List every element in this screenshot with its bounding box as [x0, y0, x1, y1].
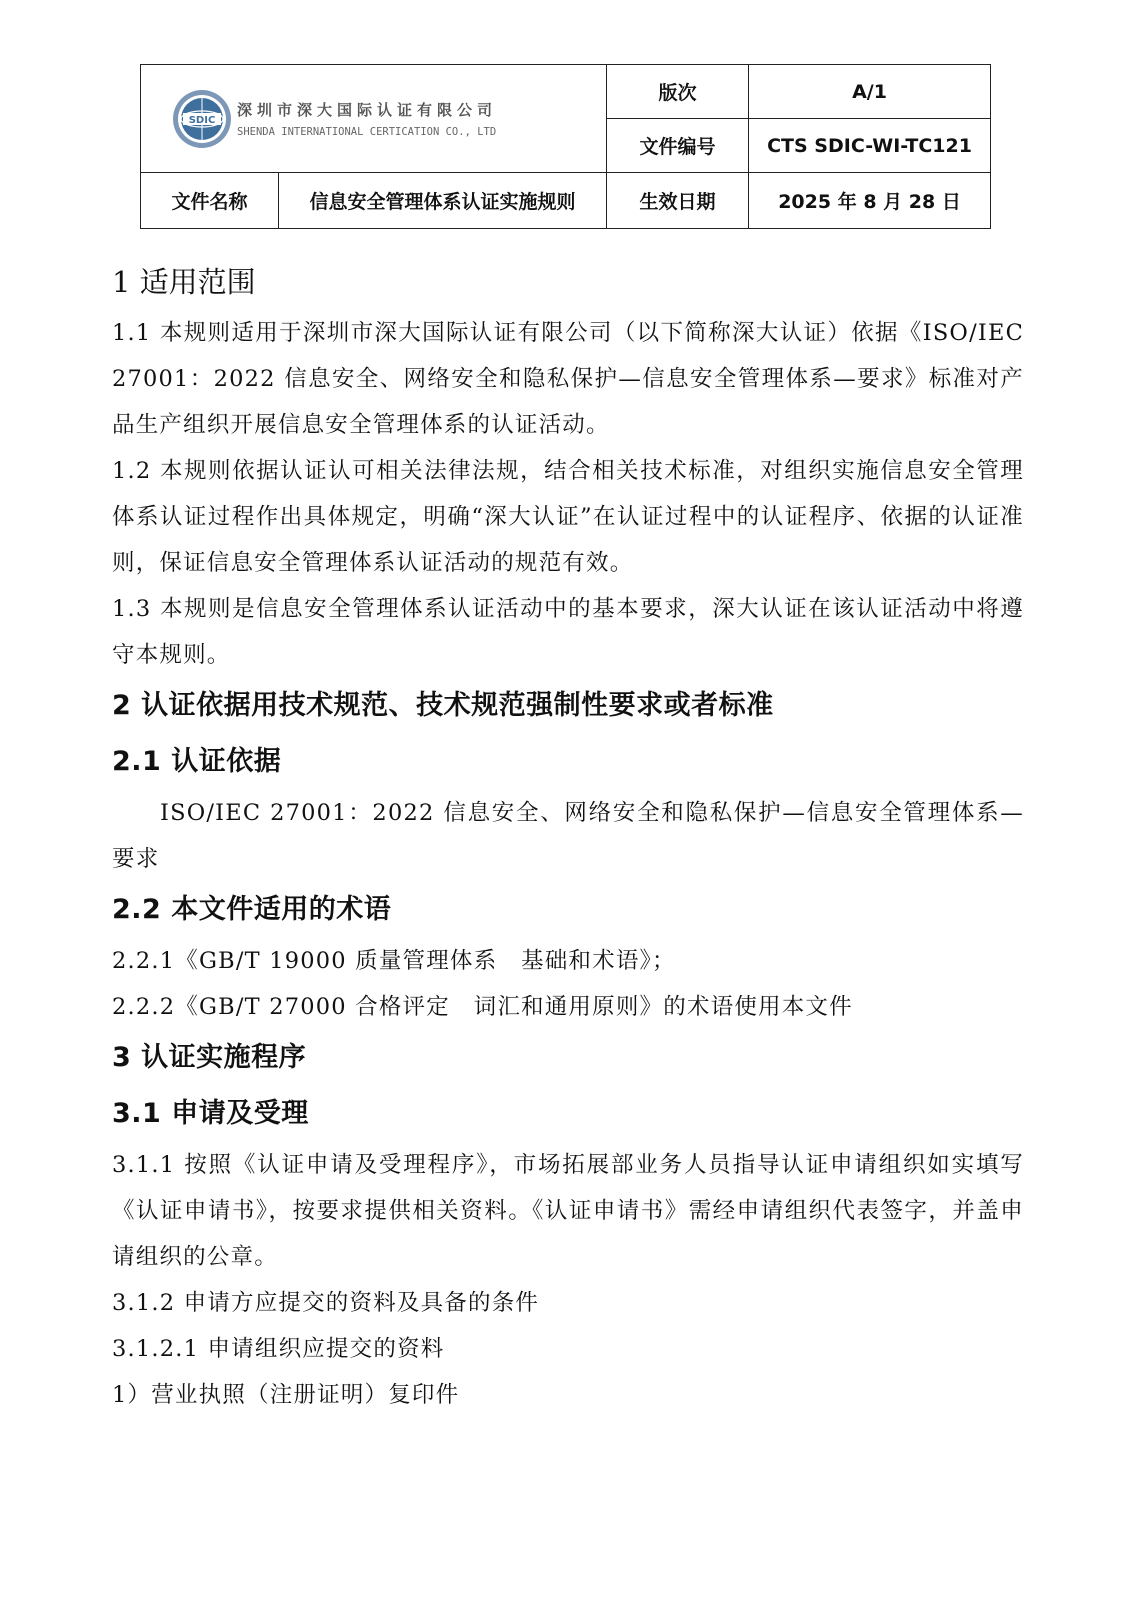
company-name-en: SHENDA INTERNATIONAL CERTICATION CO., LTD	[237, 126, 497, 138]
section-3-1-title: 3.1 申请及受理	[112, 1098, 309, 1129]
effective-date-value: 2025 年 8 月 28 日	[749, 173, 991, 229]
paragraph-1-3: 1.3 本规则是信息安全管理体系认证活动中的基本要求，深大认证在该认证活动中将遵守本规则。	[112, 596, 1024, 668]
section-2-2-title: 2.2 本文件适用的术语	[112, 894, 392, 925]
paragraph-1-2: 1.2 本规则依据认证认可相关法律法规，结合相关技术标准，对组织实施信息安全管理体系认证过程作出具体规定，明确“深大认证”在认证过程中的认证程序、依据的认证准则，保证信息安全管理体系认证活动的规范有效。	[112, 458, 1024, 576]
section-2-1-title: 2.1 认证依据	[112, 746, 282, 777]
file-name-label: 文件名称	[141, 173, 279, 229]
effective-date-label: 生效日期	[607, 173, 749, 229]
version-value: A/1	[749, 65, 991, 119]
logo-mark-text: SDIC	[188, 114, 216, 126]
paragraph-2-1: ISO/IEC 27001：2022 信息安全、网络安全和隐私保护—信息安全管理体系—要求	[112, 800, 1024, 872]
section-1-title: 1 适用范围	[112, 265, 256, 299]
document-body	[112, 254, 1024, 1418]
paragraph-2-2-1: 2.2.1《GB/T 19000 质量管理体系 基础和术语》；	[112, 948, 676, 974]
section-3-title: 3 认证实施程序	[112, 1042, 307, 1073]
document-header-table	[140, 64, 991, 229]
company-name-cn: 深圳市深大国际认证有限公司	[237, 101, 498, 119]
document-number-value: CTS SDIC-WI-TC121	[749, 119, 991, 173]
section-2-title: 2 认证依据用技术规范、技术规范强制性要求或者标准	[112, 690, 774, 721]
version-label: 版次	[607, 65, 749, 119]
paragraph-1-1: 1.1 本规则适用于深圳市深大国际认证有限公司（以下简称深大认证）依据《ISO/IEC 27001：2022 信息安全、网络安全和隐私保护—信息安全管理体系—要求》标准对产品生产组织开展信息安全管理体系的认证活动。	[112, 320, 1024, 438]
list-item-1: 1）营业执照（注册证明）复印件	[112, 1382, 460, 1408]
paragraph-3-1-2: 3.1.2 申请方应提交的资料及具备的条件	[112, 1290, 540, 1316]
company-logo-emblem-icon	[171, 88, 233, 150]
company-logo-cell	[141, 65, 607, 173]
paragraph-3-1-2-1: 3.1.2.1 申请组织应提交的资料	[112, 1336, 445, 1362]
paragraph-2-2-2: 2.2.2《GB/T 27000 合格评定 词汇和通用原则》的术语使用本文件	[112, 994, 853, 1020]
document-number-label: 文件编号	[607, 119, 749, 173]
file-name-value: 信息安全管理体系认证实施规则	[279, 173, 607, 229]
paragraph-3-1-1: 3.1.1 按照《认证申请及受理程序》，市场拓展部业务人员指导认证申请组织如实填写《认证申请书》，按要求提供相关资料。《认证申请书》需经申请组织代表签字，并盖申请组织的公章。	[112, 1152, 1024, 1270]
